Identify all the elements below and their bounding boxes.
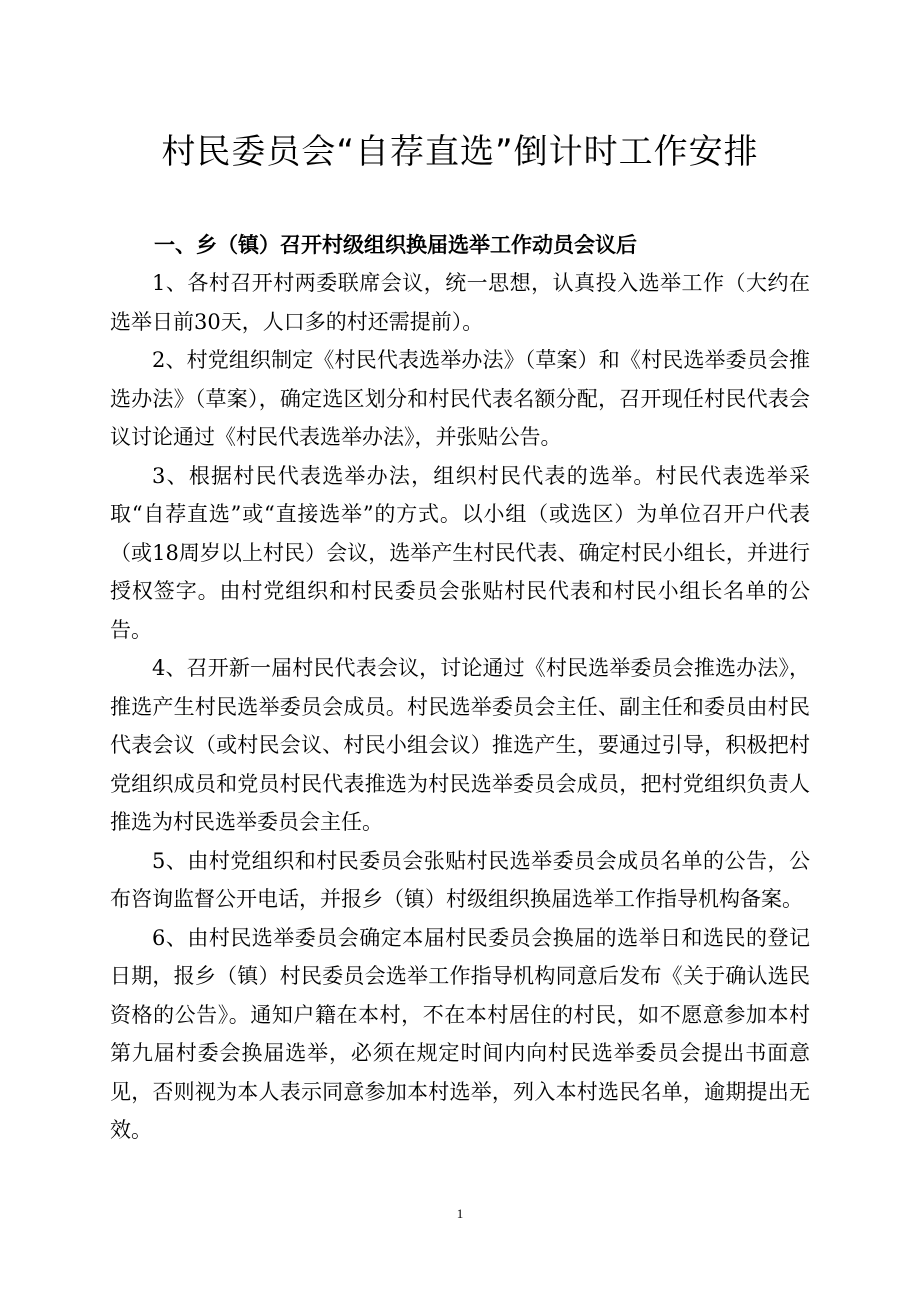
document-body: [110, 226, 810, 1150]
paragraph-4: 4、召开新一届村民代表会议，讨论通过《村民选举委员会推选办法》，推选产生村民选举委员会成员。村民选举委员会主任、副主任和委员由村民代表会议（或村民会议、村民小组会议）推选产生，要通过引导，积极把村党组织成员和党员村民代表推选为村民选举委员会成员，把村党组织负责人推选为村民选举委员会主任。: [110, 656, 810, 834]
paragraph-1: 1、各村召开村两委联席会议，统一思想，认真投入选举工作（大约在选举日前30天，人口多的村还需提前）。: [110, 271, 810, 334]
page-number: 1: [456, 1206, 464, 1221]
section-heading: 一、乡（镇）召开村级组织换届选举工作动员会议后: [154, 233, 637, 257]
paragraph-6: 6、由村民选举委员会确定本届村民委员会换届的选举日和选民的登记日期，报乡（镇）村民委员会选举工作指导机构同意后发布《关于确认选民资格的公告》。通知户籍在本村，不在本村居住的村民，如不愿意参加本村第九届村委会换届选举，必须在规定时间内向村民选举委员会提出书面意见，否则视为本人表示同意参加本村选举，列入本村选民名单，逾期提出无效。: [110, 925, 810, 1142]
paragraph-3: 3、根据村民代表选举办法，组织村民代表的选举。村民代表选举采取“自荐直选”或“直接选举”的方式。以小组（或选区）为单位召开户代表（或18周岁以上村民）会议，选举产生村民代表、确定村民小组长，并进行授权签字。由村党组织和村民委员会张贴村民代表和村民小组长名单的公告。: [110, 463, 810, 642]
paragraph-5: 5、由村党组织和村民委员会张贴村民选举委员会成员名单的公告，公布咨询监督公开电话，并报乡（镇）村级组织换届选举工作指导机构备案。: [110, 848, 810, 911]
paragraph-2: 2、村党组织制定《村民代表选举办法》（草案）和《村民选举委员会推选办法》（草案），确定选区划分和村民代表名额分配，召开现任村民代表会议讨论通过《村民代表选举办法》，并张贴公告。: [110, 348, 810, 449]
document-title: 村民委员会“自荐直选”倒计时工作安排: [161, 132, 759, 172]
